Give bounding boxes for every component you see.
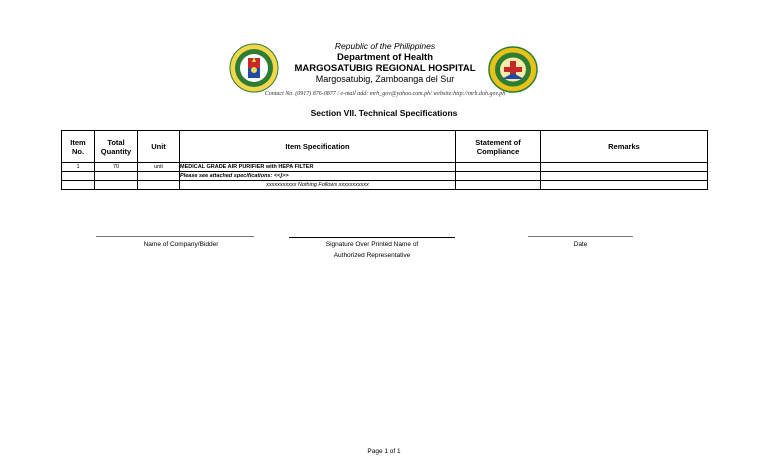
contact-line: Contact No. (0917) 876-0877 / e-mail add: mrh_gov@yahoo.com.ph/ website:http://mrh.doh.gov.ph: [264, 91, 506, 97]
table-header-row: [62, 131, 708, 163]
empty-cell: [541, 181, 708, 190]
cell-quantity: 70: [95, 163, 138, 172]
republic-text: Republic of the Philippines: [334, 41, 436, 51]
specification-table: [61, 130, 708, 190]
cell-unit: unit: [138, 163, 180, 172]
empty-cell: [62, 172, 95, 181]
signature-label: [289, 239, 455, 261]
header-statement-of-compliance: Statement of Compliance: [456, 131, 541, 163]
department-text: Department of Health: [336, 52, 434, 63]
empty-cell: [138, 172, 180, 181]
cell-specification: MEDICAL GRADE AIR PURIFIER with HEPA FILTER: [180, 163, 456, 172]
attached-specs-note: Please see attached specifications: <<)>>: [180, 172, 456, 181]
letterhead: [240, 41, 530, 85]
page-number: Page 1 of 1: [367, 448, 401, 455]
table-row: [62, 163, 708, 172]
company-signature-line: [96, 236, 254, 237]
cell-remarks: [541, 163, 708, 172]
empty-cell: [541, 172, 708, 181]
date-signature-line: [528, 236, 633, 237]
cell-item-no: 1: [62, 163, 95, 172]
table-row: [62, 172, 708, 181]
header-remarks: Remarks: [541, 131, 708, 163]
empty-cell: [95, 172, 138, 181]
empty-cell: [456, 172, 541, 181]
section-title: Section VII. Technical Specifications: [310, 108, 458, 118]
company-label: Name of Company/Bidder: [143, 241, 219, 248]
date-label: Date: [573, 241, 588, 248]
signature-label-line2: Authorized Representative: [333, 252, 411, 259]
empty-cell: [62, 181, 95, 190]
cell-compliance: [456, 163, 541, 172]
empty-cell: [456, 181, 541, 190]
nothing-follows: xxxxxxxxxxx Nothing Follows xxxxxxxxxxx: [180, 181, 456, 190]
table-row: [62, 181, 708, 190]
header-item-no: Item No.: [62, 131, 95, 163]
header-unit: Unit: [138, 131, 180, 163]
hospital-address: Margosatubig, Zamboanga del Sur: [315, 74, 455, 84]
header-item-specification: Item Specification: [180, 131, 456, 163]
signature-line: [289, 237, 455, 238]
empty-cell: [138, 181, 180, 190]
hospital-name: MARGOSATUBIG REGIONAL HOSPITAL: [294, 63, 476, 74]
header-total-quantity: Total Quantity: [95, 131, 138, 163]
empty-cell: [95, 181, 138, 190]
signature-label-line1: Signature Over Printed Name of: [325, 241, 419, 248]
